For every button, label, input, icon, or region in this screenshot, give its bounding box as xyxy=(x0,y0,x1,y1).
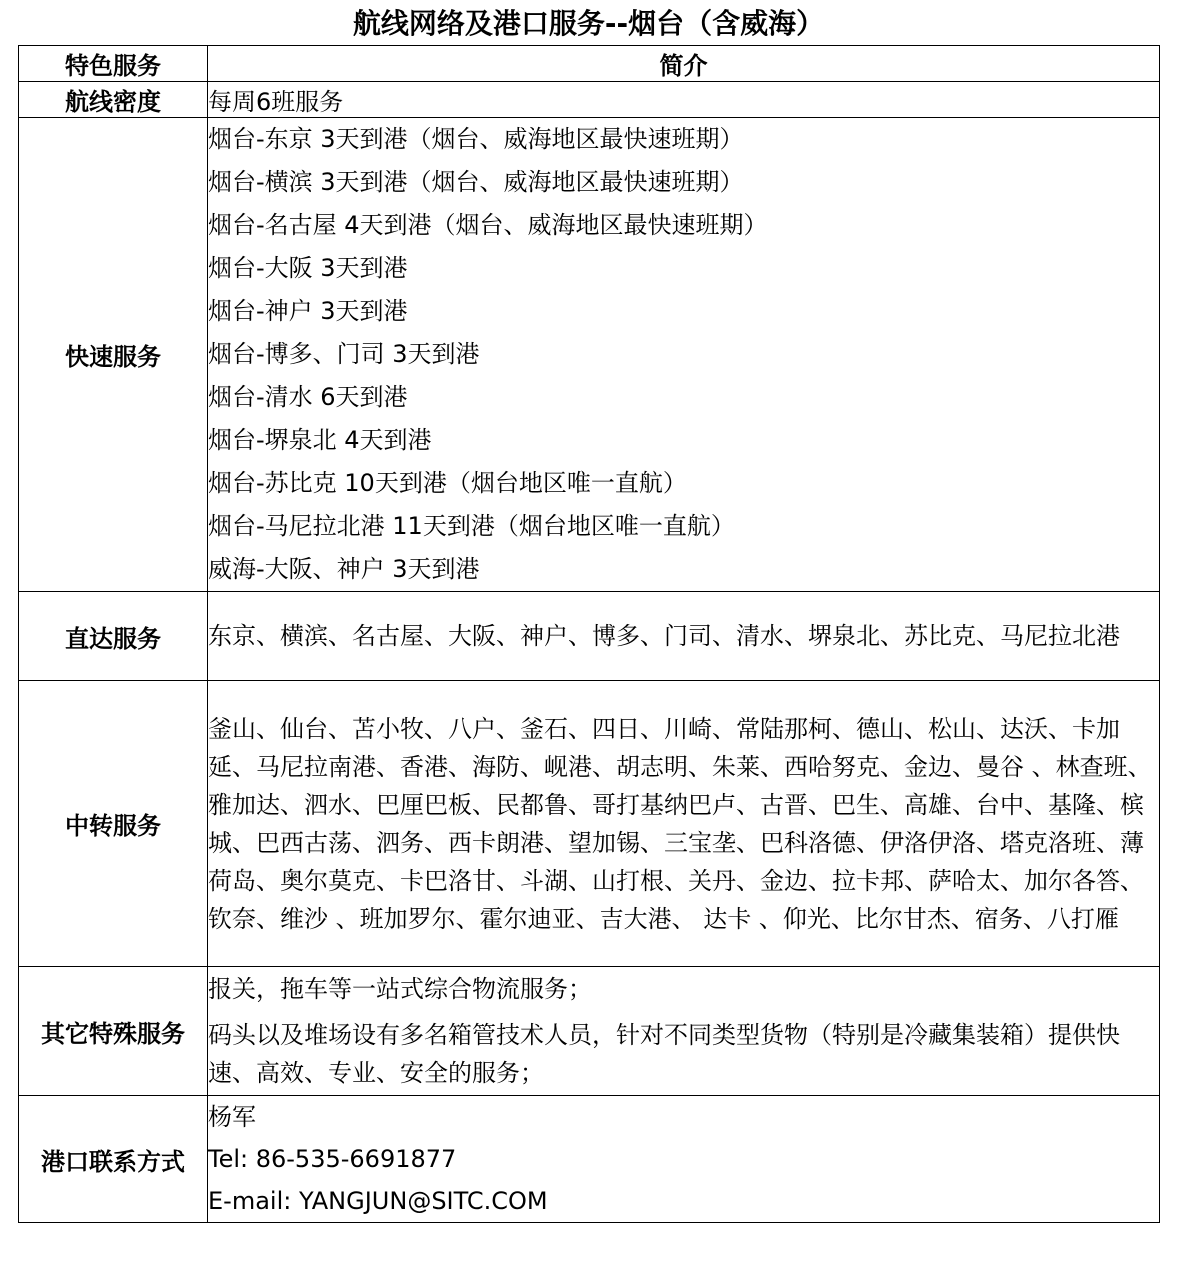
contact-name: 杨军 xyxy=(208,1103,256,1131)
express-item: 烟台-大阪 3天到港 xyxy=(208,254,408,282)
port-contact-cell xyxy=(208,1096,1160,1223)
transfer-service-cell xyxy=(208,681,1160,967)
row-port-contact xyxy=(19,1096,1160,1223)
row-other-services xyxy=(19,967,1160,1096)
express-item: 烟台-苏比克 10天到港（烟台地区唯一直航） xyxy=(208,469,687,497)
route-density-label: 航线密度 xyxy=(19,82,208,118)
contact-tel: Tel: 86-535-6691877 xyxy=(208,1145,457,1173)
row-direct-service xyxy=(19,592,1160,681)
other-services-label: 其它特殊服务 xyxy=(19,967,208,1096)
transfer-service-label: 中转服务 xyxy=(19,681,208,967)
express-service-list xyxy=(208,118,1160,592)
row-route-density xyxy=(19,82,1160,118)
transfer-service-text: 釜山、仙台、苫小牧、八户、釜石、四日、川崎、常陆那柯、德山、松山、达沃、卡加延、马尼拉南港、香港、海防、岘港、胡志明、朱莱、西哈努克、金边、曼谷 、林查班、雅加达、泗水、巴厘巴板、民都鲁、哥打基纳巴卢、古晋、巴生、高雄、台中、基隆、槟城、巴西古荡、泗务、西卡朗港、望加锡、三宝垄、巴科洛德、伊洛伊洛、塔克洛班、薄荷岛、奥尔莫克、卡巴洛甘、斗湖、山打根、关丹、金边、拉卡邦、萨哈太、加尔各答、钦奈、维沙 、班加罗尔、霍尔迪亚、吉大港、 达卡 、仰光、比尔甘杰、宿务、八打雁 xyxy=(208,714,1152,933)
route-density-text: 每周6班服务 xyxy=(208,82,1160,118)
contact-email: E-mail: YANGJUN@SITC.COM xyxy=(208,1187,548,1215)
table-header-row xyxy=(19,46,1160,82)
express-item: 烟台-博多、门司 3天到港 xyxy=(208,340,480,368)
express-item: 烟台-东京 3天到港（烟台、威海地区最快速班期） xyxy=(208,125,744,153)
header-feature-service: 特色服务 xyxy=(19,46,208,82)
express-item: 烟台-马尼拉北港 11天到港（烟台地区唯一直航） xyxy=(208,512,735,540)
express-item: 烟台-堺泉北 4天到港 xyxy=(208,426,432,454)
other-service-line: 报关，拖车等一站式综合物流服务； xyxy=(208,975,592,1003)
express-item: 烟台-名古屋 4天到港（烟台、威海地区最快速班期） xyxy=(208,211,768,239)
header-introduction: 简介 xyxy=(208,46,1160,82)
spacer xyxy=(208,1008,1159,1016)
express-item: 烟台-清水 6天到港 xyxy=(208,383,408,411)
direct-service-cell xyxy=(208,592,1160,681)
port-contact-label: 港口联系方式 xyxy=(19,1096,208,1223)
page-title: 航线网络及港口服务--烟台（含威海） xyxy=(352,7,825,40)
row-transfer-service xyxy=(19,681,1160,967)
service-table xyxy=(18,45,1160,1223)
express-item: 烟台-神户 3天到港 xyxy=(208,297,408,325)
row-express-service xyxy=(19,118,1160,592)
express-service-label: 快速服务 xyxy=(19,118,208,592)
other-services-cell xyxy=(208,967,1160,1096)
direct-service-text: 东京、横滨、名古屋、大阪、神户、博多、门司、清水、堺泉北、苏比克、马尼拉北港 xyxy=(208,621,1120,650)
express-item: 威海-大阪、神户 3天到港 xyxy=(208,555,480,583)
express-item: 烟台-横滨 3天到港（烟台、威海地区最快速班期） xyxy=(208,168,744,196)
other-service-line: 码头以及堆场设有多名箱管技术人员，针对不同类型货物（特别是冷藏集装箱）提供快速、高效、专业、安全的服务； xyxy=(208,1021,1120,1087)
direct-service-label: 直达服务 xyxy=(19,592,208,681)
